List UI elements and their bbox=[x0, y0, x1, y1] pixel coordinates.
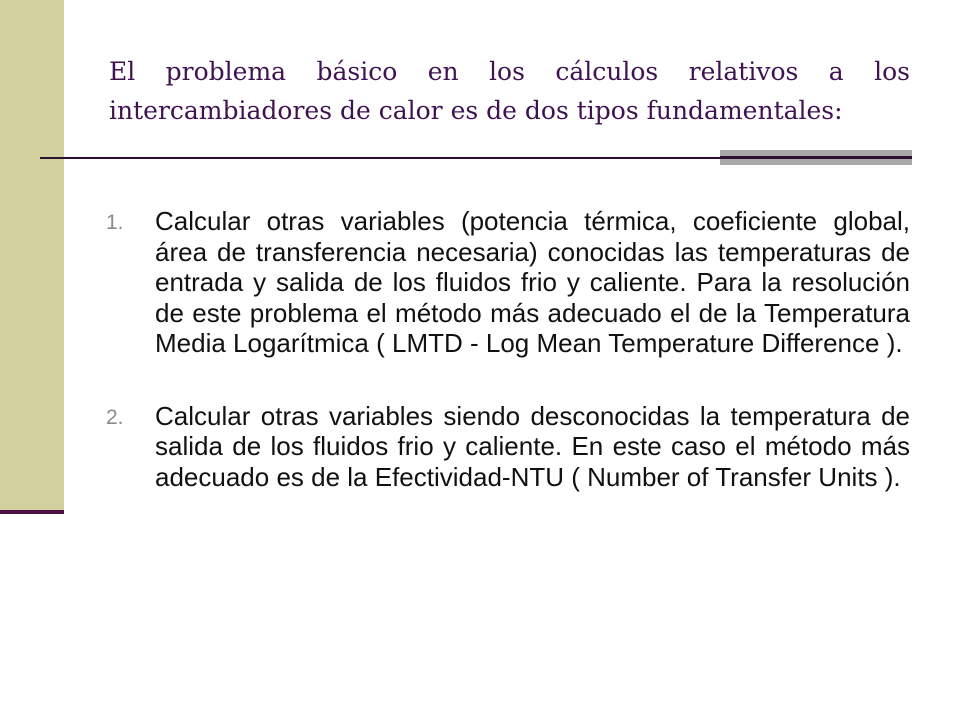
list-item bbox=[106, 401, 910, 493]
side-accent-bar-cap bbox=[0, 510, 64, 514]
list-item bbox=[106, 206, 910, 359]
slide-title: El problema básico en los cálculos relativos a los intercambiadores de calor es de dos tipos fundamentales: bbox=[109, 57, 910, 125]
list-item-text: Calcular otras variables siendo desconocidas la temperatura de salida de los fluidos frio y caliente. En este caso el método más adecuado es de la Efectividad-NTU ( Number of Transfer Units ). bbox=[155, 400, 910, 492]
list-item-number: 2. bbox=[106, 405, 124, 429]
list-item-text: Calcular otras variables (potencia térmica, coeficiente global, área de transferencia necesaria) conocidas las temperaturas de entrada y salida de los fluidos frio y caliente. Para la resolución de este problema el método más adecuado el de la Temperatura Media Logarítmica ( LMTD - Log Mean Temperature Difference ). bbox=[155, 206, 910, 358]
title-divider-accent-line bbox=[720, 156, 912, 159]
problem-type-list bbox=[106, 206, 910, 492]
list-item-number: 1. bbox=[106, 211, 124, 234]
side-accent-bar bbox=[0, 0, 64, 514]
